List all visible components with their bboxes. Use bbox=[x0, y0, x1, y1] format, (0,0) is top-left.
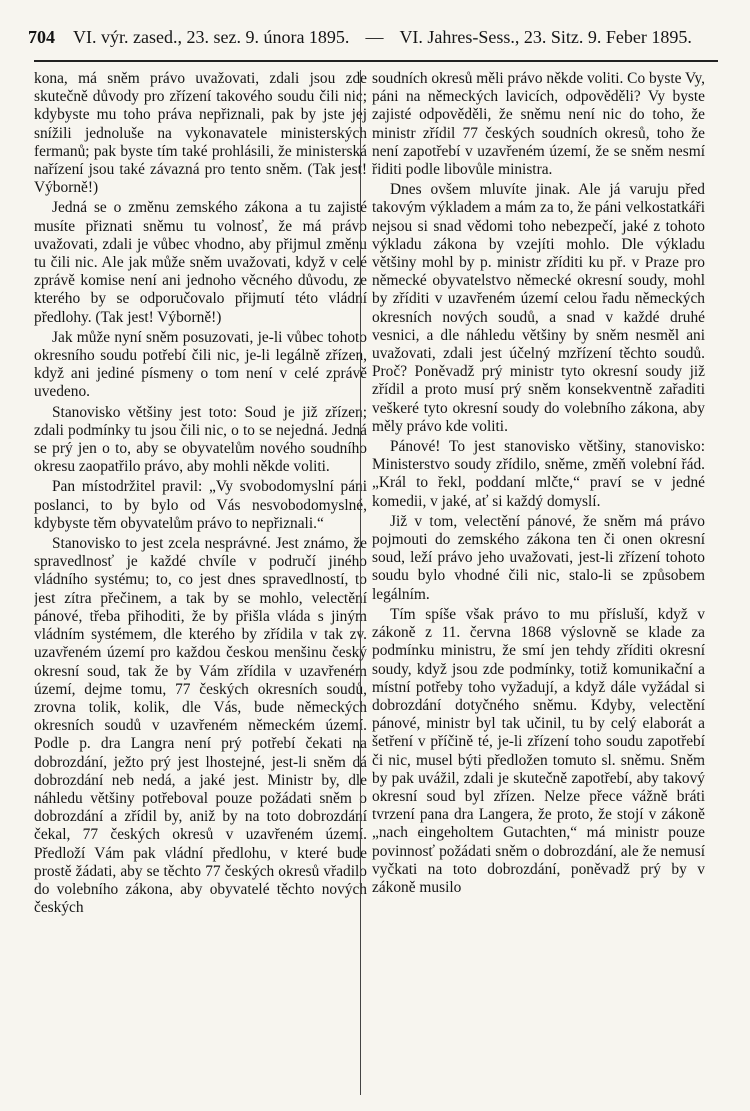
header-czech-title: VI. výr. zased., 23. sez. 9. února 1895. bbox=[73, 26, 350, 47]
header-german-title: VI. Jahres-Sess., 23. Sitz. 9. Feber 1895. bbox=[399, 26, 692, 47]
right-paragraph-4: Již v tom, velectění pánové, že sněm má právo pojmouti do zemského zákona ten či onen okresní soud, leží právo jeho uvažovati, jest-li zřízení tohoto soudu bylo vhodné čili nic, stalo-li se způsobem legálním. bbox=[372, 512, 705, 603]
left-paragraph-3: Jak může nyní sněm posuzovati, je-li vůbec tohoto okresního soudu potřebí čili nic, je-li legálně zřízen, když ani jediné písmeny o tom není v celé zprávě uvedeno. bbox=[34, 328, 367, 401]
left-paragraph-6: Stanovisko to jest zcela nesprávné. Jest známo, že spravedlnosť je každé chvíle v područí jiného vládního systému; to, co jest dnes spravedlností, to jest zítra přečinem, a tak by se mohlo, velectění pánové, třeba přihoditi, že by přišla vláda s jiným vládním systémem, dle kterého by zřídila v tak zv. uzavřeném území pro každou českou menšinu český okresní soud, tak že by Vám zřídila v uzavřeném území, dejme tomu, 77 českých okresních soudů, zrovna tolik, kolik, dle Vás, bude německých okresních soudů v uzavřeném německém území. Podle p. dra Langra není prý potřebí čekati na dobrozdání, ježto prý jest lhostejné, jest-li sněm dá dobrozdání neb nedá, a jaké jest. Ministr by, dle náhledu většiny potřeboval pouze požádati sněm o dobrozdání a zřídil by, aniž by na toto dobrozdání čekal, 77 českých okresů v uzavřeném území. Předloží Vám pak vládní předlohu, v které bude prostě žádati, aby se těchto 77 českých okresů vřadilo do volebního zákona, aby obyvatelé těchto nových českých bbox=[34, 535, 367, 917]
left-paragraph-5: Pan místodržitel pravil: „Vy svobodomyslní páni poslanci, to by bylo od Vás nesvobodomyslné, kdybyste těm obyvatelům právo to nepřiznali.“ bbox=[34, 478, 367, 532]
right-paragraph-2: Dnes ovšem mluvíte jinak. Ale já varuju před takovým výkladem a mám za to, že páni velkostatkáři nejsou si snad vědomi toho nebezpečí, jaké z tohoto výkladu zákona by vzejíti mohlo. Dle výkladu většiny mohl by p. ministr zříditi ku př. v Praze pro německé obyvatelstvo německé okresní soudy, mohl by zříditi v uzavřeném území celou řadu německých okresních nových soudů, a snad v každé druhé vesnici, a dle náhledu většiny by sněm nesměl ani uvažovati, zdali jest účelný mzřízení těchto soudů. Proč? Poněvadž prý ministr tyto okresní soudy již zřídil a proto musí prý sněm konsekventně zařaditi veškeré tyto okresní soudy do volebního zákona, aby měly právo kde voliti. bbox=[372, 181, 705, 435]
left-paragraph-1: kona, má sněm právo uvažovati, zdali jsou zde skutečně důvody pro zřízení takového soudu čili nic; kdybyste mu toho práva nepřiznali, pak by jste jej snížili jednoluše na vykonavatele ministerských fermanů; pak byste tím také prohlásili, že ministerská nařízení jsou také závazná pro tento sněm. (Tak jest! Výborně!) bbox=[34, 70, 367, 197]
right-column bbox=[372, 70, 705, 1095]
right-paragraph-1: soudních okresů měli právo někde voliti. Co byste Vy, páni na německých lavicích, odpověděli? Vy byste zajisté odpověděli, že sněmu není nic do toho, že ministr zřídil 77 českých soudních okresů, toho že není zapotřebí v uzavřeném území, že se sněm nesmí řiditi podle libovůle ministra. bbox=[372, 70, 705, 179]
header-rule bbox=[34, 60, 718, 62]
right-paragraph-5: Tím spíše však právo to mu přísluší, když v zákoně z 11. června 1868 výslovně se klade za podmínku ministru, že smí jen tehdy zříditi okresní soudy, když jsou zde podmínky, totiž komunikační a místní potřeby toho vyžadují, a když dále vyžádal si dobrozdání dotyčného sněmu. Kdyby, velectění pánové, ministr byl tak učinil, tu by celý elaborát a šetření v příčině té, je-li zřízení toho soudu zapotřebí či nic, musel býti předložen tomuto sl. sněmu. Sněm by pak uvážil, zdali je skutečně zapotřebí, aby takový okresní soud byl zřízen. Nelze přece vážně bráti tvrzení pana dra Langera, že proto, že stojí v zákoně „nach eingeholtem Gutachten,“ má ministr pouze povinnosť požádati sněm o dobrozdání, ale že nemusí vyčkati na toto dobrozdání, poněvadž prý by v zákoně musilo bbox=[372, 605, 705, 896]
column-divider bbox=[360, 70, 361, 1095]
header-dash: — bbox=[365, 26, 384, 47]
right-paragraph-3: Pánové! To jest stanovisko většiny, stanovisko: Ministerstvo soudy zřídilo, sněme, změň volební řád. „Král to řekl, poddaní mlčte,“ praví se v jedné komedii, v jaké, ať si každý domyslí. bbox=[372, 438, 705, 510]
left-column bbox=[34, 70, 367, 1095]
left-paragraph-2: Jedná se o změnu zemského zákona a tu zajisté musíte přiznati sněmu tu volnosť, že má právo uvažovati, zdali je vůbec vhodno, aby přijmul změnu tu čili nic. Ale jak může sněm uvažovati, když v celé zprávě komise není ani jednoho věcného důvodu, ze kterého by se odporučovalo přijmutí této vládní předlohy. (Tak jest! Výborně!) bbox=[34, 199, 367, 326]
left-paragraph-4: Stanovisko většiny jest toto: Soud je již zřízen; zdali podmínky tu jsou čili nic, o to se nejedná. Jedná se prý jen o to, aby se obyvatelům nového soudního okresu zaopatřilo právo, aby mohli někde voliti. bbox=[34, 403, 367, 476]
page-header bbox=[28, 18, 718, 56]
page-number: 704 bbox=[28, 26, 55, 47]
